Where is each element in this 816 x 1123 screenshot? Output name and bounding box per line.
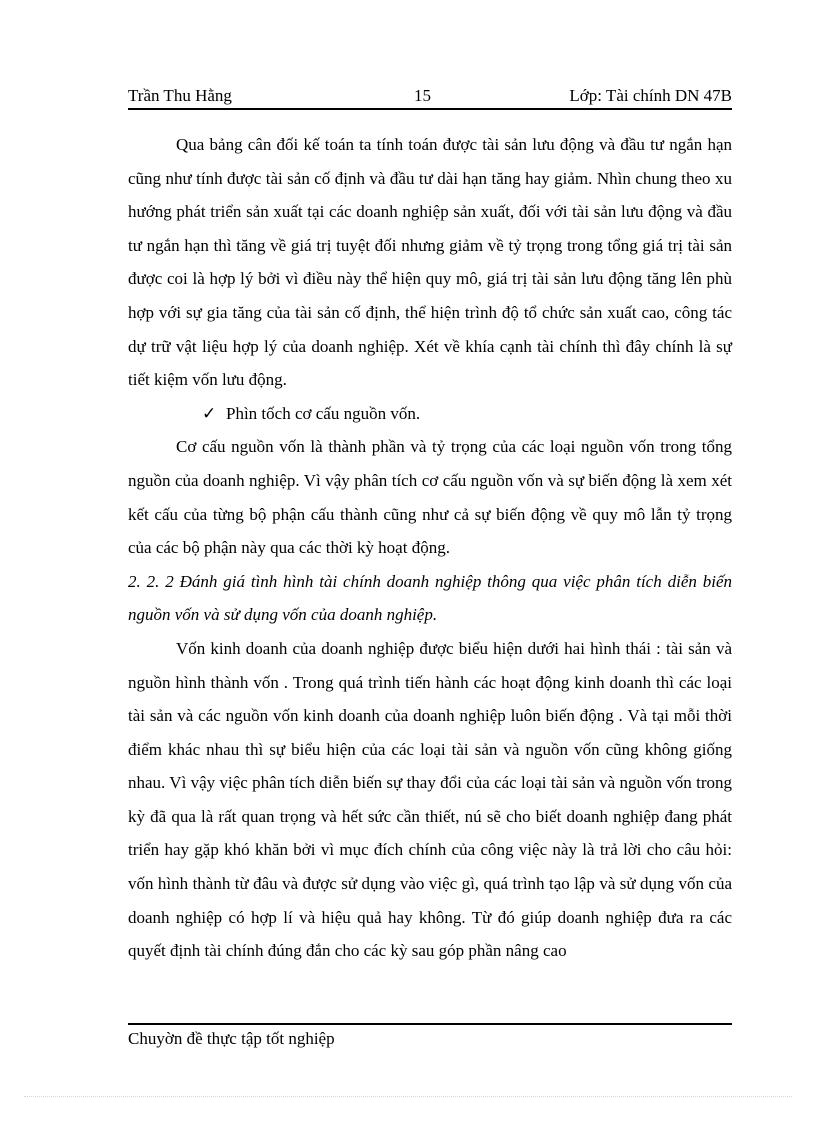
page-footer — [128, 1023, 732, 1049]
document-body — [128, 128, 732, 968]
paragraph-capital-structure: Cơ cấu nguồn vốn là thành phần và tỷ trọng của các loại nguồn vốn trong tổng nguồn của doanh nghiệp. Vì vậy phân tích cơ cấu nguồn vốn và sự biến động là xem xét kết cấu của từng bộ phận cấu thành cũng như cả sự biến động về quy mô lẫn tỷ trọng của các bộ phận này qua các thời kỳ hoạt động. — [128, 437, 732, 558]
header-author: Trần Thu Hằng — [128, 86, 232, 105]
section-heading: 2. 2. 2 Đánh giá tình hình tài chính doanh nghiệp thông qua việc phân tích diễn biến nguồn vốn và sử dụng vốn của doanh nghiệp. — [128, 571, 732, 625]
page-edge-divider — [24, 1096, 792, 1097]
bullet-item — [128, 397, 732, 431]
paragraph-business-capital: Vốn kinh doanh của doanh nghiệp được biểu hiện dưới hai hình thái : tài sản và nguồn hình thành vốn . Trong quá trình tiến hành các hoạt động kinh doanh thì các loại tài sản và các nguồn vốn kinh doanh của doanh nghiệp luôn biến động . Và tại mỗi thời điểm khác nhau thì sự biểu hiện của các loại tài sản và nguồn vốn cũng không giống nhau. Vì vậy việc phân tích diễn biến sự thay đổi của các loại tài sản và nguồn vốn trong kỳ đã qua là rất quan trọng và hết sức cần thiết, nú sẽ cho biết doanh nghiệp đang phát triển hay gặp khó khăn bởi vì mục đích chính của công việc này là trả lời cho câu hỏi: vốn hình thành từ đâu và được sử dụng vào việc gì, quá trình tạo lập và sử dụng vốn của doanh nghiệp có hợp lí và hiệu quả hay không. Từ đó giúp doanh nghiệp đưa ra các quyết định tài chính đúng đắn cho các kỳ sau góp phần nâng cao — [128, 638, 732, 961]
header-class-label: Lớp: Tài chính DN 47B — [569, 86, 732, 105]
paragraph-balance-sheet: Qua bảng cân đối kế toán ta tính toán được tài sản lưu động và đầu tư ngắn hạn cũng như tính được tài sản cố định và đầu tư dài hạn tăng hay giảm. Nhìn chung theo xu hướng phát triển sản xuất tại các doanh nghiệp sản xuất, đối với tài sản lưu động và đầu tư ngắn hạn thì tăng về giá trị tuyệt đối nhưng giảm về tỷ trọng trong tổng giá trị tài sản được coi là hợp lý bởi vì điều này thể hiện quy mô, giá trị tài sản lưu động tăng lên phù hợp với sự gia tăng của tài sản cố định, thể hiện trình độ tổ chức sản xuất cao, công tác dự trữ vật liệu hợp lý của doanh nghiệp. Xét về khía cạnh tài chính thì đây chính là sự tiết kiệm vốn lưu động. — [128, 135, 732, 390]
header-page-number: 15 — [414, 86, 431, 105]
footer-text: Chuyờn đề thực tập tốt nghiệp — [128, 1029, 335, 1048]
checkmark-icon: ✓ — [202, 403, 217, 423]
page-header — [128, 84, 732, 110]
bullet-text: Phìn tốch cơ cấu nguồn vốn. — [226, 403, 421, 423]
